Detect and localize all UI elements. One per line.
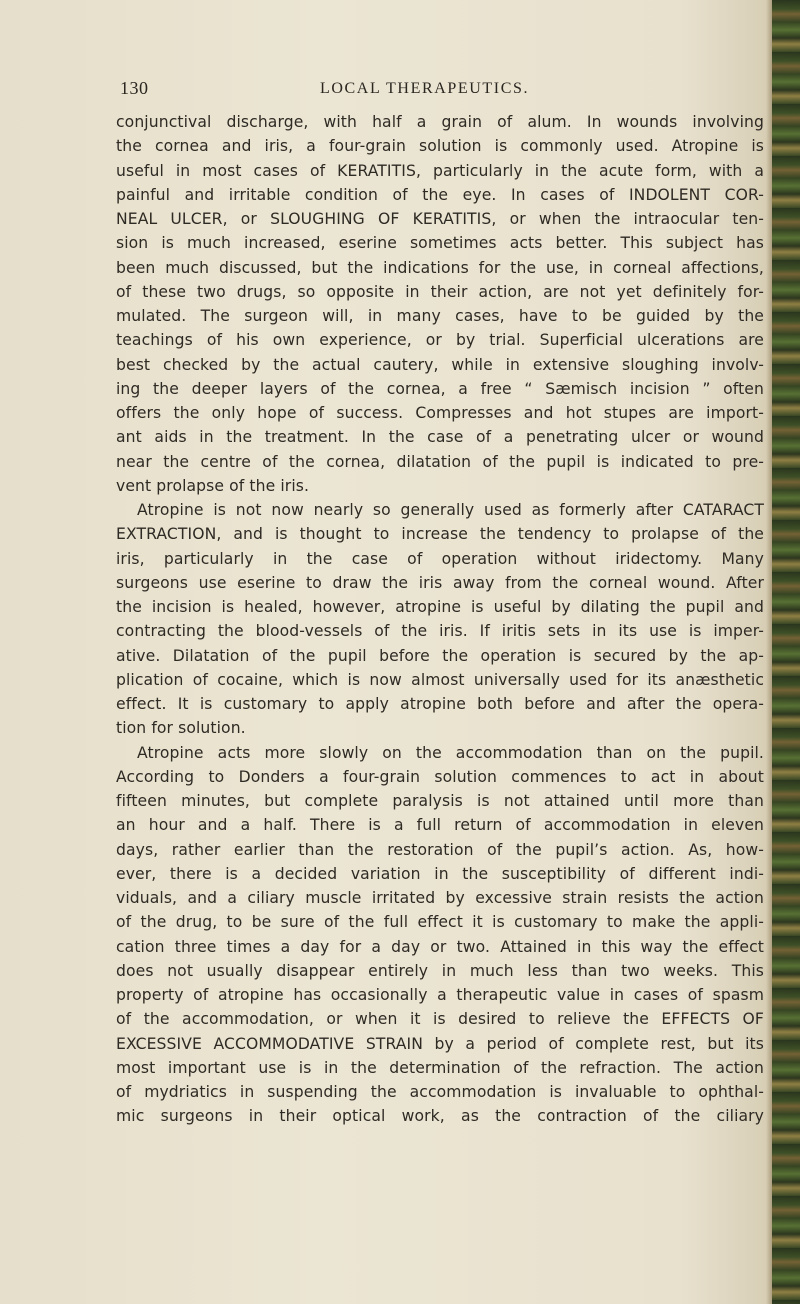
text-line: the incision is healed, however, atropine is useful by dilating the pupil and (116, 598, 764, 616)
text-line: fifteen minutes, but complete paralysis is not attained until more than (116, 792, 764, 810)
text-line: does not usually disappear entirely in much less than two weeks. This (116, 961, 764, 980)
paragraph-first-line: Atropine acts more slowly on the accommodation than on the pupil. (137, 743, 764, 762)
text-line: of mydriatics in suspending the accommodation is invaluable to ophthal- (116, 1083, 764, 1101)
text-line: cation three times a day for a day or two. Attained in this way the effect (116, 937, 764, 956)
paragraph-first-line: Atropine is not now nearly so generally used as formerly after CATARACT (137, 501, 764, 519)
text-line: been much discussed, but the indications for the use, in corneal affections, (116, 258, 764, 277)
text-line: days, rather earlier than the restoration of the pupil’s action. As, how- (116, 840, 764, 859)
text-line: teachings of his own experience, or by trial. Superficial ulcerations are (116, 331, 764, 350)
text-line: offers the only hope of success. Compresses and hot stupes are import- (116, 404, 764, 422)
text-line: ative. Dilatation of the pupil before the operation is secured by the ap- (116, 646, 764, 665)
text-line: NEAL ULCER, or SLOUGHING OF KERATITIS, or when the intraocular ten- (116, 210, 764, 228)
page-binding-edge (772, 0, 800, 1304)
running-head-title: LOCAL THERAPEUTICS. (320, 80, 530, 97)
text-line: of these two drugs, so opposite in their action, are not yet definitely for- (116, 282, 764, 301)
text-line: conjunctival discharge, with half a grain of alum. In wounds involving (116, 113, 764, 131)
text-line: surgeons use eserine to draw the iris away from the corneal wound. After (116, 573, 764, 592)
text-line: ever, there is a decided variation in the susceptibility of different indi- (116, 864, 764, 883)
paragraph-end-line: tion for solution. (116, 719, 246, 738)
text-line: of the drug, to be sure of the full effect it is customary to make the appli- (116, 913, 764, 932)
text-line: the cornea and iris, a four-grain solution is commonly used. Atropine is (116, 137, 764, 156)
text-line: contracting the blood-vessels of the iris. If iritis sets in its use is imper- (116, 622, 764, 641)
text-line: painful and irritable condition of the eye. In cases of INDOLENT COR- (116, 185, 764, 204)
text-line: ing the deeper layers of the cornea, a free “ Sæmisch incision ” often (116, 379, 764, 398)
text-line: sion is much increased, eserine sometimes acts better. This subject has (116, 234, 764, 253)
page-number: 130 (120, 78, 149, 98)
text-line: EXTRACTION, and is thought to increase the tendency to prolapse of the (116, 525, 764, 544)
text-line: of the accommodation, or when it is desired to relieve the EFFECTS OF (116, 1010, 764, 1029)
text-line: an hour and a half. There is a full return of accommodation in eleven (116, 816, 764, 835)
body-text (116, 110, 764, 1129)
text-line: plication of cocaine, which is now almost universally used for its anæsthetic (116, 670, 764, 689)
text-line: EXCESSIVE ACCOMMODATIVE STRAIN by a period of complete rest, but its (116, 1034, 764, 1053)
text-line: viduals, and a ciliary muscle irritated by excessive strain resists the action (116, 889, 764, 907)
text-line: effect. It is customary to apply atropine both before and after the opera- (116, 695, 764, 713)
text-line: most important use is in the determination of the refraction. The action (116, 1058, 764, 1077)
text-line: useful in most cases of KERATITIS, particularly in the acute form, with a (116, 161, 764, 180)
text-line: iris, particularly in the case of operation without iridectomy. Many (116, 549, 764, 568)
paragraph-end-line: vent prolapse of the iris. (116, 476, 310, 495)
text-line: best checked by the actual cautery, while in extensive sloughing involv- (116, 355, 764, 374)
text-line: near the centre of the cornea, dilatation of the pupil is indicated to pre- (116, 452, 764, 471)
running-head (120, 78, 760, 102)
text-line: mulated. The surgeon will, in many cases, have to be guided by the (116, 307, 764, 325)
text-line: According to Donders a four-grain solution commences to act in about (116, 767, 764, 786)
text-line: property of atropine has occasionally a therapeutic value in cases of spasm (116, 986, 764, 1004)
text-line: ant aids in the treatment. In the case of a penetrating ulcer or wound (116, 428, 764, 447)
text-line: mic surgeons in their optical work, as the contraction of the ciliary (116, 1107, 764, 1126)
